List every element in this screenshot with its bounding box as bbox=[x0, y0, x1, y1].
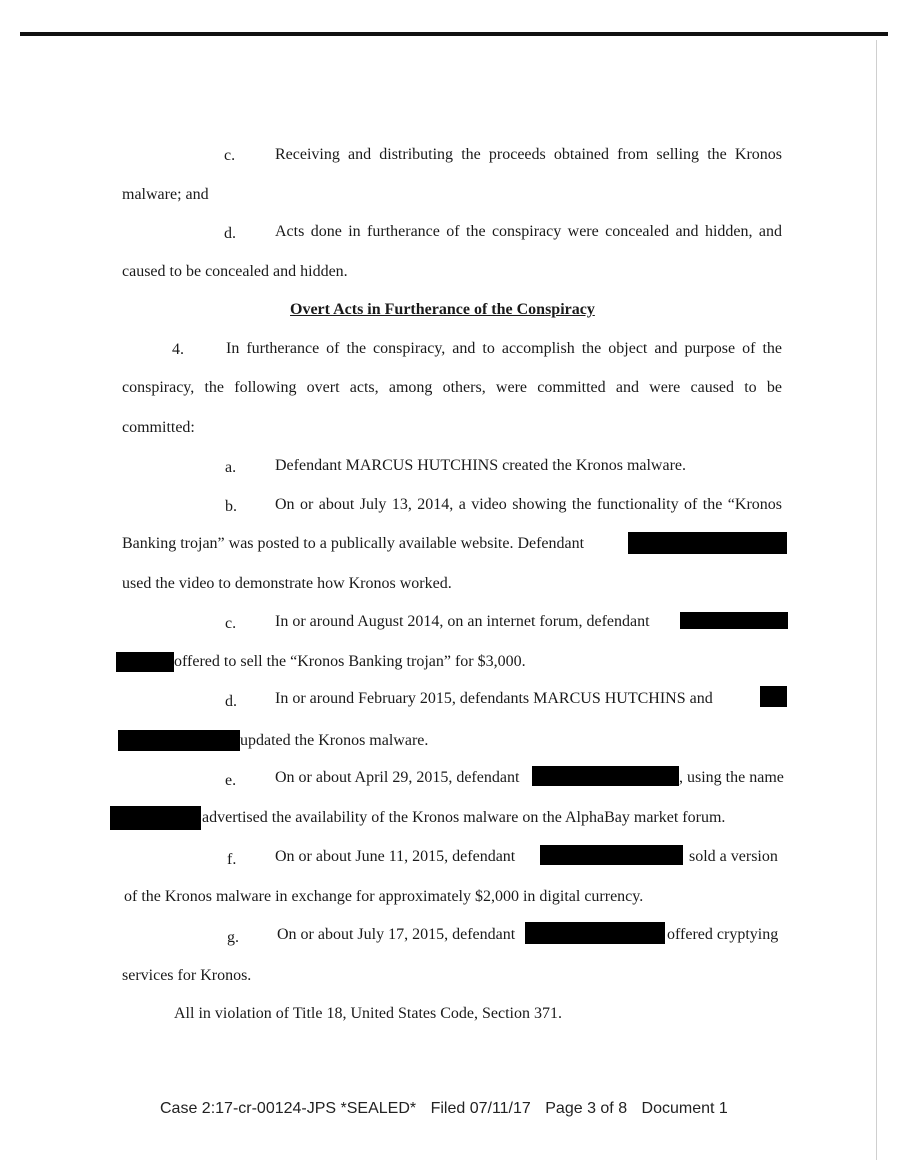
act-marker-a: a. bbox=[225, 459, 237, 476]
redaction-box bbox=[532, 766, 679, 786]
page-footer bbox=[160, 1099, 738, 1119]
act-g-line1a: On or about July 17, 2015, defendant bbox=[277, 926, 516, 943]
paragraph-4-line2: conspiracy, the following overt acts, among others, were committed and were caused to be bbox=[122, 379, 782, 396]
paragraph-4-line3: committed: bbox=[122, 419, 195, 436]
item-marker-c: c. bbox=[224, 147, 236, 164]
item-marker-d: d. bbox=[224, 225, 236, 242]
paragraph-d-line1: Acts done in furtherance of the conspiracy were concealed and hidden, and bbox=[275, 223, 782, 240]
redaction-box bbox=[628, 532, 787, 554]
act-e-line1a: On or about April 29, 2015, defendant bbox=[275, 769, 520, 786]
act-marker-b: b. bbox=[225, 498, 237, 515]
top-rule bbox=[20, 32, 888, 36]
act-e-line2: advertised the availability of the Kronos malware on the AlphaBay market forum. bbox=[202, 809, 726, 826]
redaction-box bbox=[540, 845, 683, 865]
redaction-box bbox=[116, 652, 174, 672]
footer-document-number: Document 1 bbox=[641, 1100, 728, 1117]
scan-edge bbox=[876, 40, 877, 1160]
footer-case-number: Case 2:17-cr-00124-JPS *SEALED* bbox=[160, 1100, 417, 1117]
redaction-box bbox=[680, 612, 788, 629]
act-marker-e: e. bbox=[225, 772, 237, 789]
act-f-line1a: On or about June 11, 2015, defendant bbox=[275, 848, 516, 865]
redaction-box bbox=[760, 686, 787, 707]
act-c-line1: In or around August 2014, on an internet forum, defendant bbox=[275, 613, 650, 630]
act-a-line1: Defendant MARCUS HUTCHINS created the Kronos malware. bbox=[275, 457, 687, 474]
footer-page-number: Page 3 of 8 bbox=[545, 1100, 628, 1117]
act-f-line1b: sold a version bbox=[689, 848, 778, 865]
act-marker-d: d. bbox=[225, 693, 237, 710]
act-d-line2: updated the Kronos malware. bbox=[240, 732, 429, 749]
act-marker-f: f. bbox=[227, 851, 237, 868]
closing-statement: All in violation of Title 18, United States Code, Section 371. bbox=[174, 1005, 562, 1022]
paragraph-number-4: 4. bbox=[172, 341, 184, 358]
act-c-line2: offered to sell the “Kronos Banking trojan” for $3,000. bbox=[174, 653, 526, 670]
act-f-line2: of the Kronos malware in exchange for approximately $2,000 in digital currency. bbox=[124, 888, 644, 905]
footer-filed-date: Filed 07/11/17 bbox=[430, 1100, 531, 1117]
act-g-line1b: offered cryptying bbox=[667, 926, 779, 943]
act-marker-g: g. bbox=[227, 929, 239, 946]
paragraph-c-line2: malware; and bbox=[122, 186, 209, 203]
redaction-box bbox=[118, 730, 240, 751]
act-e-line1b: , using the name bbox=[679, 769, 784, 786]
paragraph-d-line2: caused to be concealed and hidden. bbox=[122, 263, 348, 280]
act-b-line2: Banking trojan” was posted to a publically available website. Defendant bbox=[122, 535, 585, 552]
act-g-line2: services for Kronos. bbox=[122, 967, 252, 984]
act-d-line1: In or around February 2015, defendants MARCUS HUTCHINS and bbox=[275, 690, 713, 707]
act-b-line1: On or about July 13, 2014, a video showing the functionality of the “Kronos bbox=[275, 496, 782, 513]
section-heading: Overt Acts in Furtherance of the Conspiracy bbox=[290, 301, 595, 318]
act-b-line3: used the video to demonstrate how Kronos worked. bbox=[122, 575, 452, 592]
paragraph-4-line1: In furtherance of the conspiracy, and to accomplish the object and purpose of the bbox=[226, 340, 782, 357]
paragraph-c-line1: Receiving and distributing the proceeds obtained from selling the Kronos bbox=[275, 146, 782, 163]
redaction-box bbox=[525, 922, 665, 944]
redaction-box bbox=[110, 806, 201, 830]
act-marker-c: c. bbox=[225, 615, 237, 632]
